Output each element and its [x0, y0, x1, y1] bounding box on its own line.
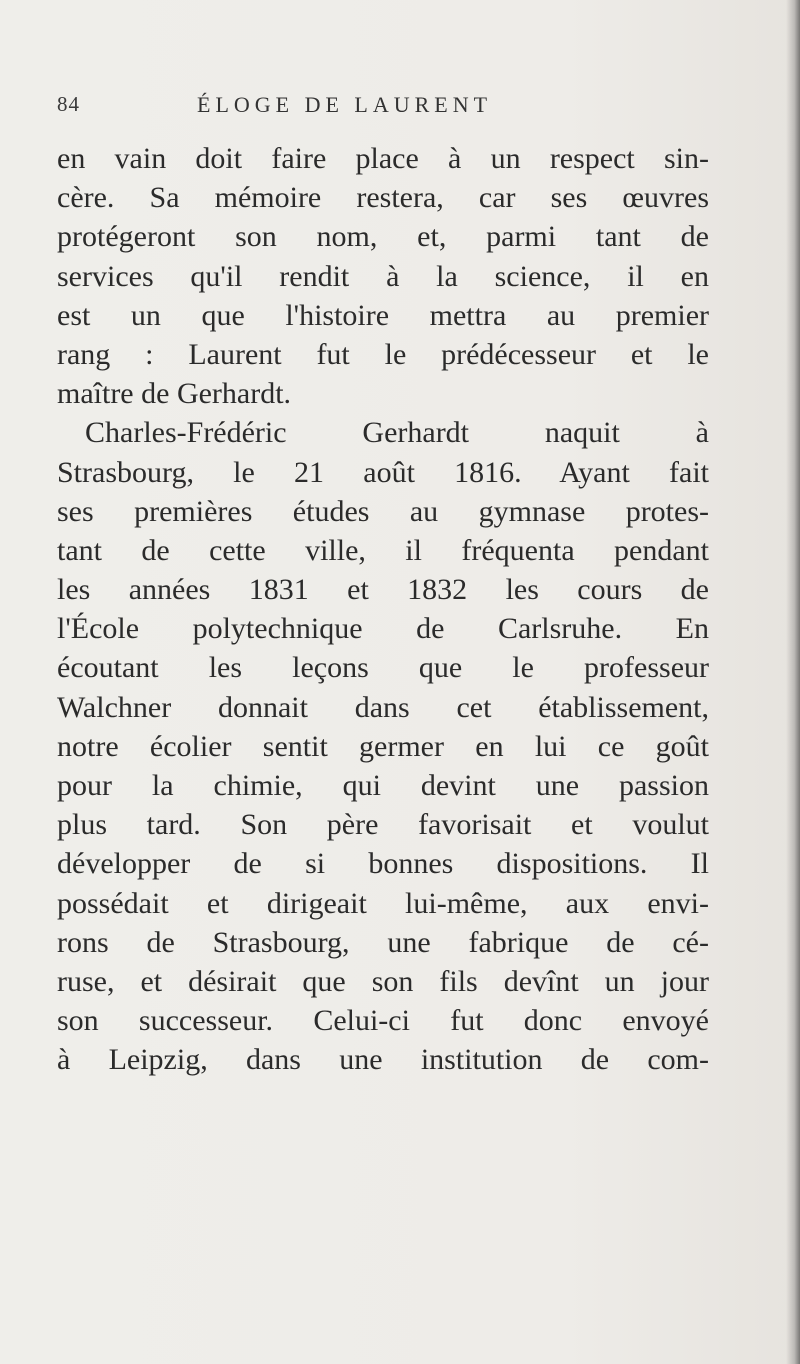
text-line: développer de si bonnes dispositions. Il	[57, 847, 709, 881]
text-line: Strasbourg, le 21 août 1816. Ayant fait	[57, 455, 709, 489]
text-line: ses premières études au gymnase protes-	[57, 494, 709, 528]
text-line: Walchner donnait dans cet établissement,	[57, 690, 709, 724]
text-line: services qu'il rendit à la science, il en	[57, 259, 709, 293]
text-line: les années 1831 et 1832 les cours de	[57, 573, 709, 607]
page-edge-shadow	[786, 0, 800, 1364]
text-line: rang : Laurent fut le prédécesseur et le	[57, 337, 709, 371]
text-line: notre écolier sentit germer en lui ce goût	[57, 729, 709, 763]
text-line: à Leipzig, dans une institution de com-	[57, 1043, 709, 1077]
text-line: pour la chimie, qui devint une passion	[57, 769, 709, 802]
running-title: ÉLOGE DE LAURENT	[197, 92, 493, 117]
text-line: Charles-Frédéric Gerhardt naquit à	[85, 416, 709, 450]
text-line: protégeront son nom, et, parmi tant de	[57, 220, 709, 254]
text-line: plus tard. Son père favorisait et voulut	[57, 808, 709, 842]
text-line: en vain doit faire place à un respect sin-	[57, 142, 709, 175]
body-text	[57, 139, 709, 1080]
text-line: rons de Strasbourg, une fabrique de cé-	[57, 925, 709, 959]
text-line: ruse, et désirait que son fils devînt un jour	[57, 964, 709, 998]
text-line: son successeur. Celui-ci fut donc envoyé	[57, 1004, 709, 1038]
text-line: possédait et dirigeait lui-même, aux envi-	[57, 886, 709, 920]
text-line: maître de Gerhardt.	[57, 377, 292, 411]
page-header	[57, 92, 717, 122]
page-number: 84	[57, 92, 80, 116]
text-line: tant de cette ville, il fréquenta pendant	[57, 533, 709, 567]
text-line: cère. Sa mémoire restera, car ses œuvres	[57, 181, 709, 215]
text-line: l'École polytechnique de Carlsruhe. En	[57, 612, 709, 646]
text-line: écoutant les leçons que le professeur	[57, 651, 709, 685]
text-line: est un que l'histoire mettra au premier	[57, 298, 709, 332]
